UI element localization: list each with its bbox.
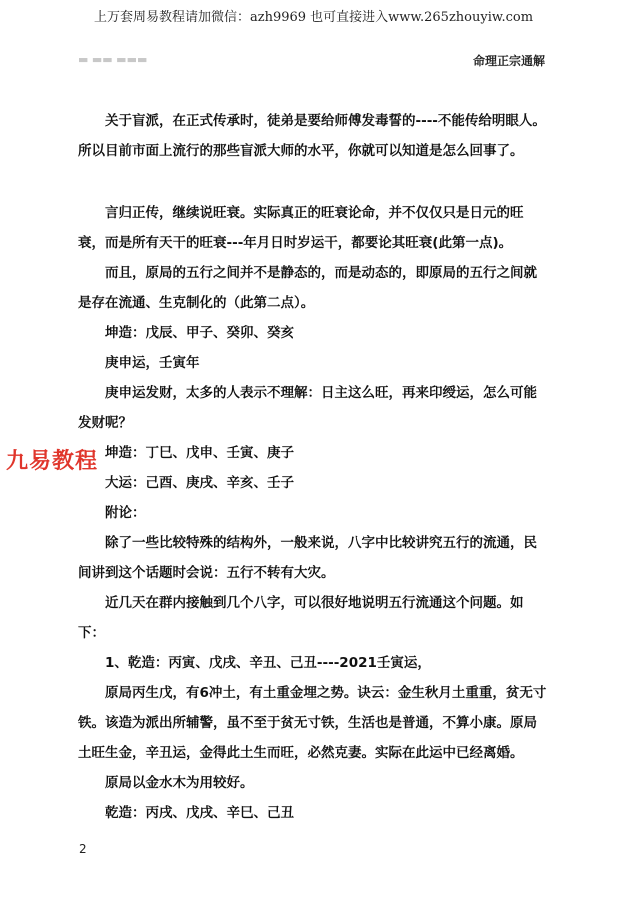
appendix-heading: 附论： (105, 505, 146, 521)
example-1-use: 原局以金水木为用较好。 (105, 775, 254, 791)
paragraph-wangshuai: 言归正传，继续说旺衰。实际真正的旺衰论命，并不仅仅只是日元的旺衰，而是所有天干的旺衰---年月日时岁运干，都要论其旺衰(此第一点)。 (78, 205, 524, 251)
luck-line-1: 庚申运，壬寅年 (105, 355, 200, 371)
chart-line-2: 坤造：丁巳、戊申、壬寅、庚子 (105, 445, 294, 461)
paragraph-recent: 近几天在群内接触到几个八字，可以很好地说明五行流通这个问题。如下： (78, 595, 524, 641)
example-2-chart: 乾造：丙戌、戊戌、辛巳、己丑 (105, 805, 294, 821)
example-1-analysis: 原局丙生戊，有6冲土，有土重金埋之势。诀云：金生秋月土重重，贫无寸铁。该造为派出所辅警，虽不至于贫无寸铁，生活也是普通，不算小康。原局土旺生金，辛丑运，金得此土生而旺，必然克妻。实际在此运中已经离婚。 (78, 685, 547, 761)
chart-line-1: 坤造：戊辰、甲子、癸卯、癸亥 (105, 325, 294, 341)
download-banner: 上万套周易教程请加微信：azh9969 也可直接进入www.265zhouyiw.com (93, 10, 534, 25)
running-title: 命理正宗通解 (472, 54, 545, 68)
page-number: 2 (79, 842, 87, 856)
paragraph-flow: 除了一些比较特殊的结构外，一般来说，八字中比较讲究五行的流通，民间讲到这个话题时会说：五行不转有大灾。 (78, 535, 537, 581)
paragraph-gengshen: 庚申运发财，太多的人表示不理解：日主这么旺，再来印绶运，怎么可能发财呢？ (78, 385, 537, 431)
watermark-logo: 九易教程 (6, 449, 99, 474)
dayun-line: 大运：己酉、庚戌、辛亥、壬子 (105, 475, 294, 491)
ghost-header-text: ▬ ▬▬ ▬▬▬ (78, 53, 148, 66)
paragraph-blind-school: 关于盲派，在正式传承时，徒弟是要给师傅发毒誓的----不能传给明眼人。所以目前市面上流行的那些盲派大师的水平，你就可以知道是怎么回事了。 (78, 113, 546, 159)
example-1-chart: 1、乾造：丙寅、戊戌、辛丑、己丑----2021壬寅运， (105, 655, 431, 671)
paragraph-five-elements: 而且，原局的五行之间并不是静态的，而是动态的，即原局的五行之间就是存在流通、生克制化的（此第二点）。 (78, 265, 537, 311)
